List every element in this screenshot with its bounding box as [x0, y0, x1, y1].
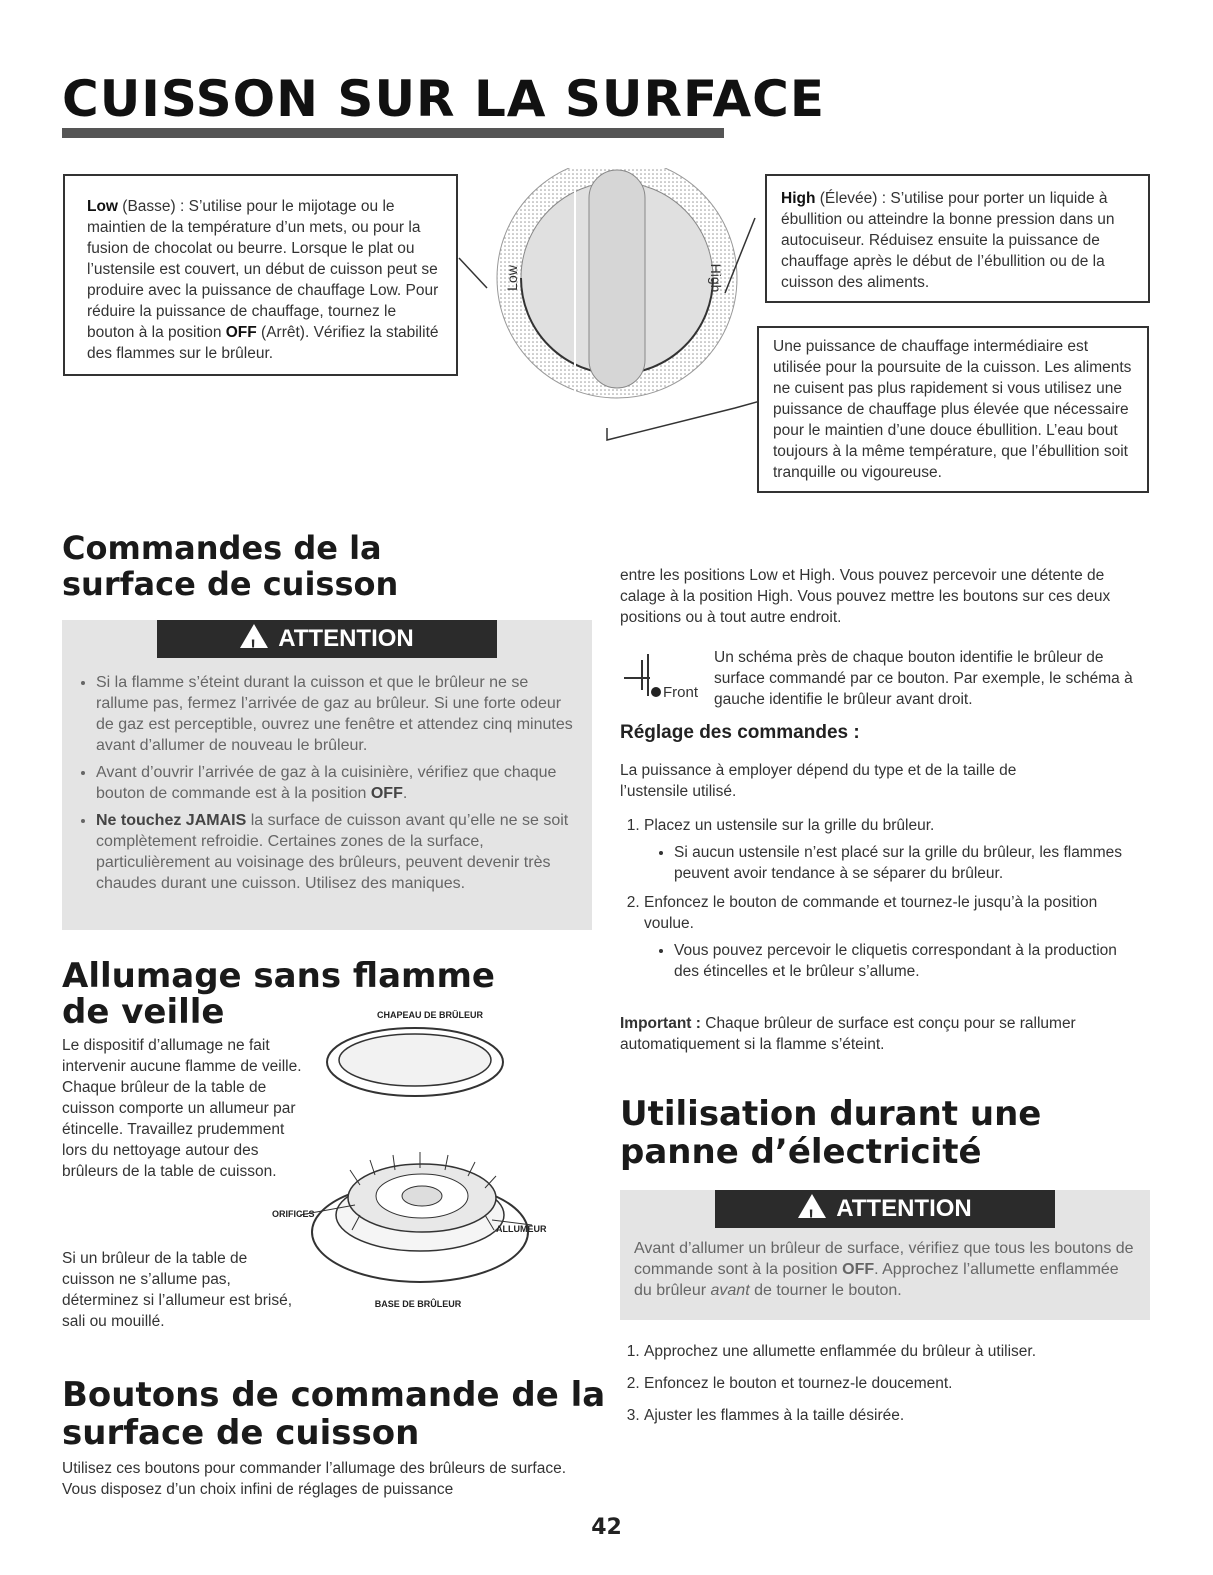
- page-number: 42: [591, 1515, 622, 1540]
- reglage-subheading: Réglage des commandes :: [620, 722, 860, 743]
- heading-line: de veille: [62, 992, 225, 1032]
- dial-high-label: High: [708, 263, 724, 293]
- burner-illustration: [270, 1010, 550, 1310]
- control-knob-illustration: [455, 168, 775, 448]
- step-item: 1. Placez un ustensile sur la grille du brûleur. • Si aucun ustensile n’est placé sur la grille du brûleur, les flammes peuvent avoir tendance à se séparer du brûleur.: [644, 815, 1140, 884]
- attention-item: • Avant d’ouvrir l’arrivée de gaz à la cuisinière, vérifiez que chaque bouton de commande est à la position OFF.: [96, 762, 578, 804]
- step-bullet: • Si aucun ustensile n’est placé sur la grille du brûleur, les flammes peuvent avoir tendance à se séparer du brûleur.: [674, 842, 1140, 884]
- important-text: Chaque brûleur de surface est conçu pour se rallumer automatiquement si la flamme s’éteint.: [620, 1015, 1076, 1053]
- boutons-paragraph: Utilisez ces boutons pour commander l’allumage des brûleurs de surface. Vous disposez d’un choix infini de réglages de puissance: [62, 1460, 566, 1498]
- medium-setting-box: [757, 326, 1149, 493]
- right-paragraph-1: entre les positions Low et High. Vous pouvez percevoir une détente de calage à la position High. Vous pouvez mettre les boutons sur ces deux positions ou à tout autre endroit.: [620, 567, 1111, 626]
- attention-header: [715, 1190, 1055, 1228]
- warning-icon: !: [798, 1194, 826, 1218]
- heading-line: Boutons de commande de la: [62, 1375, 606, 1415]
- panne-steps: [620, 1340, 1140, 1436]
- warning-icon: !: [240, 624, 268, 648]
- attention-item: • Ne touchez JAMAIS la surface de cuisson avant qu’elle ne se soit complètement refroidie. Certaines zones de la surface, particulièrement au voisinage des brûleurs, peuvent devenir très chaudes durant une cuisson. Utilisez des maniques.: [96, 810, 578, 894]
- title-underline: [62, 128, 724, 138]
- allumage-paragraph-1: Le dispositif d’allumage ne fait intervenir aucune flamme de veille. Chaque brûleur de la table de cuisson comporte un allumeur par étincelle. Travaillez prudemment lors du nettoyage autour des brûleurs de la table de cuisson.: [62, 1037, 302, 1180]
- burner-base-label: BASE DE BRÛLEUR: [374, 1299, 462, 1309]
- burner-cap-label: CHAPEAU DE BRÛLEUR: [376, 1010, 484, 1020]
- step-bullet: • Vous pouvez percevoir le cliquetis correspondant à la production des étincelles et le brûleur s’allume.: [674, 940, 1140, 982]
- attention-label: ATTENTION: [278, 625, 414, 652]
- mid-text: Une puissance de chauffage intermédiaire est utilisée pour la poursuite de la cuisson. Les aliments ne cuisent pas plus rapidement si vous utilisez une puissance de chauffage plus élevée que nécessaire pour le maintien d’une douce ébullition. L’eau bout toujours à la même température, que l’ébullition soit tranquille ou vigoureuse.: [773, 338, 1132, 481]
- low-text: (Basse) : S’utilise pour le mijotage ou le maintien de la température d’un mets, ou pour la fusion de chocolat ou beurre. Lorsque le plat ou l’ustensile est couvert, un début de cuisson peut se produire avec la puissance de chauffage Low. Pour réduire la puissance de chauffage, tournez le bouton à la position: [87, 198, 439, 341]
- low-term: Low: [87, 198, 118, 215]
- attention-label: ATTENTION: [836, 1195, 972, 1222]
- section-heading-commandes: [62, 530, 398, 602]
- section-heading-boutons: [62, 1376, 605, 1452]
- step-item: 3. Ajuster les flammes à la taille désirée.: [644, 1404, 1140, 1428]
- low-setting-box: [63, 174, 458, 376]
- schema-front-label: Front: [663, 684, 699, 701]
- step-item: 1. Approchez une allumette enflammée du brûleur à utiliser.: [644, 1340, 1140, 1364]
- high-text: (Élevée) : S’utilise pour porter un liquide à ébullition ou atteindre la bonne pression dans un autocuiseur. Réduisez ensuite la puissance de chauffage après le début de l’ébullition ou de la cuisson des aliments.: [781, 190, 1115, 291]
- heading-line: panne d’électricité: [620, 1132, 982, 1172]
- attention-header: [157, 620, 497, 658]
- attention-box-1: [62, 620, 592, 930]
- low-text-end: (Arrêt). Vérifiez la stabilité des flammes sur le brûleur.: [87, 324, 439, 362]
- important-label: Important :: [620, 1015, 701, 1032]
- high-setting-box: [765, 174, 1150, 303]
- heading-line: Commandes de la: [62, 529, 382, 567]
- heading-line: Utilisation durant une: [620, 1094, 1042, 1134]
- step-item: 2. Enfoncez le bouton de commande et tournez-le jusqu’à la position voulue. • Vous pouvez percevoir le cliquetis correspondant à la production des étincelles et le brûleur s’allume.: [644, 892, 1140, 982]
- allumage-paragraph-2: Si un brûleur de la table de cuisson ne s’allume pas, déterminez si l’allumeur est brisé, sali ou mouillé.: [62, 1250, 293, 1330]
- heading-line: surface de cuisson: [62, 565, 399, 603]
- important-note: [620, 1013, 1140, 1055]
- schema-paragraph: Un schéma près de chaque bouton identifie le brûleur de surface commandé par ce bouton. Par exemple, le schéma à gauche identifie le brûleur avant droit.: [714, 649, 1133, 708]
- reglage-steps: [620, 815, 1140, 990]
- page-title: CUISSON SUR LA SURFACE: [62, 70, 825, 128]
- attention-text: Avant d’allumer un brûleur de surface, vérifiez que tous les boutons de commande sont à la position OFF. Approchez l’allumette enflammée du brûleur avant de tourner le bouton.: [634, 1240, 1134, 1299]
- attention-box-2: [620, 1190, 1150, 1320]
- heading-line: surface de cuisson: [62, 1413, 420, 1453]
- dial-low-label: Low: [504, 265, 520, 291]
- low-off: OFF: [225, 324, 257, 341]
- step-item: 2. Enfoncez le bouton et tournez-le doucement.: [644, 1372, 1140, 1396]
- section-heading-utilisation: [620, 1095, 1041, 1171]
- igniter-label: ALLUMEUR: [496, 1224, 547, 1234]
- high-term: High: [781, 190, 816, 207]
- right-paragraph-2: La puissance à employer dépend du type et de la taille de l’ustensile utilisé.: [620, 762, 1017, 800]
- orifices-label: ORIFICES: [272, 1209, 315, 1219]
- heading-line: Allumage sans flamme: [62, 956, 495, 996]
- attention-item: • Si la flamme s’éteint durant la cuisson et que le brûleur ne se rallume pas, fermez l’arrivée de gaz au brûleur. Si une forte odeur de gaz est perceptible, ouvrez une fenêtre et attendez cinq minutes avant d’allumer de nouveau le brûleur.: [96, 672, 578, 756]
